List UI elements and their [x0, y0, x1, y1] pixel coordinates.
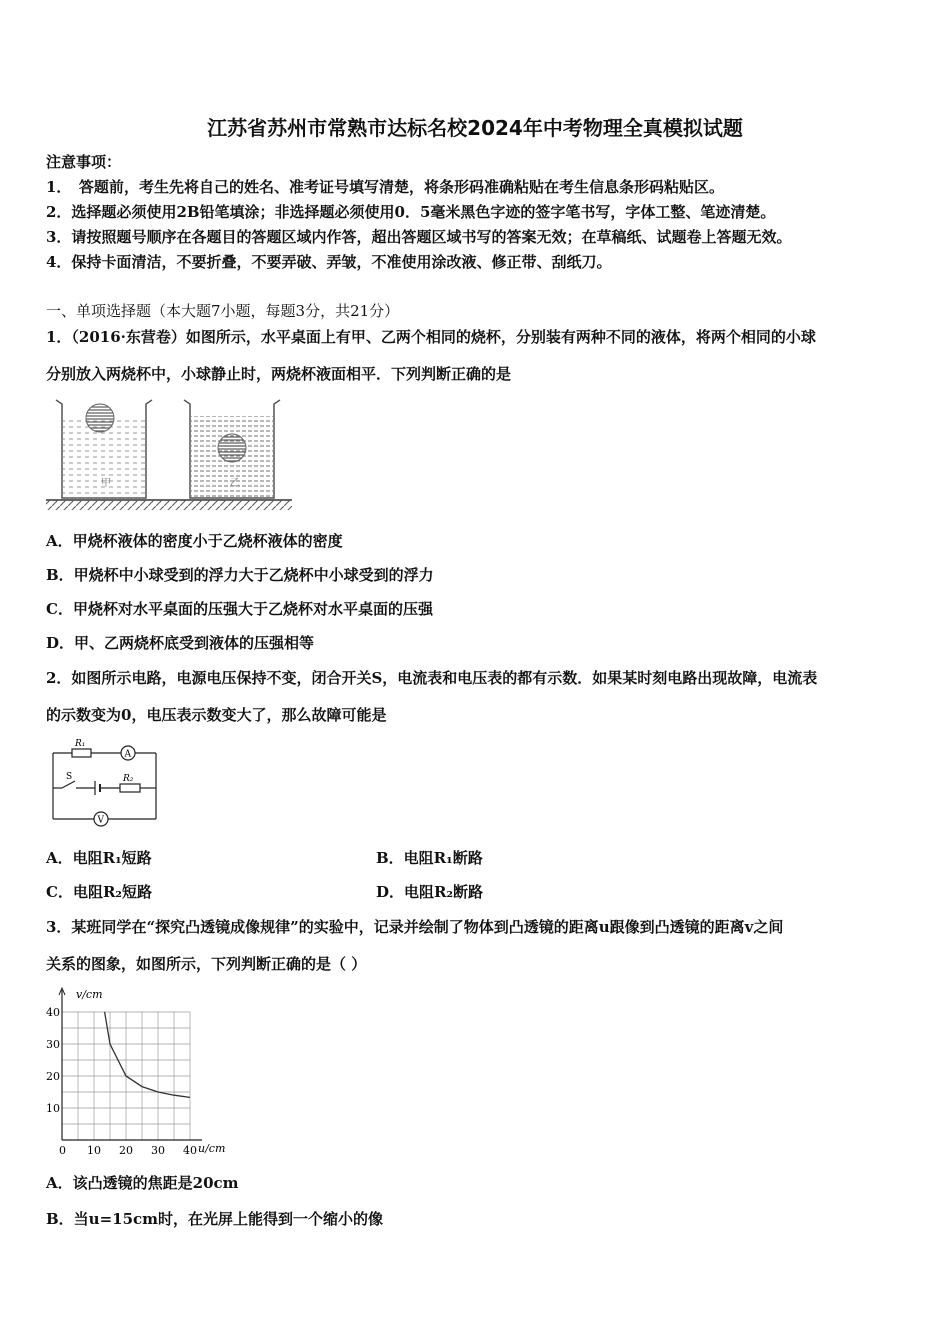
beakers-figure [44, 394, 294, 516]
beaker-jia [56, 400, 152, 498]
y-axis-label: v/cm [76, 988, 103, 1001]
x-tick-label: 10 [87, 1144, 101, 1157]
q1-option-c: C．甲烧杯对水平桌面的压强大于乙烧杯对水平桌面的压强 [46, 600, 433, 618]
notice-item: 2．选择题必须使用2B铅笔填涂；非选择题必须使用0．5毫米黑色字迹的签字笔书写，字体工整、笔迹清楚。 [46, 203, 776, 221]
x-tick-label: 20 [119, 1144, 133, 1157]
question-1-line1: 1．（2016·东营卷）如图所示，水平桌面上有甲、乙两个相同的烧杯，分别装有两种不同的液体，将两个相同的小球 [46, 328, 816, 346]
question-2-line2: 的示数变为0，电压表示数变大了，那么故障可能是 [46, 706, 387, 724]
y-tick-label: 40 [46, 1006, 60, 1019]
section-heading: 一、单项选择题（本大题7小题，每题3分，共21分） [46, 302, 400, 320]
beaker-yi-label: 乙 [230, 478, 240, 489]
question-2-line1: 2．如图所示电路，电源电压保持不变，闭合开关S，电流表和电压表的都有示数．如果某时刻电路出现故障，电流表 [46, 669, 818, 687]
q2-option-d: D．电阻R₂断路 [376, 883, 484, 901]
y-tick-label: 10 [46, 1102, 60, 1115]
q2-option-c: C．电阻R₂短路 [46, 883, 152, 901]
series-line [105, 1012, 190, 1097]
question-1-line2: 分别放入两烧杯中，小球静止时，两烧杯液面相平．下列判断正确的是 [46, 365, 512, 383]
resistor-r1 [72, 749, 91, 757]
x-axis-label: u/cm [198, 1142, 226, 1155]
resistor-r2 [120, 784, 140, 792]
chart-grid [59, 988, 202, 1140]
q1-option-b: B．甲烧杯中小球受到的浮力大于乙烧杯中小球受到的浮力 [46, 566, 434, 584]
beaker-jia-label: 甲 [101, 478, 111, 489]
q1-option-d: D．甲、乙两烧杯底受到液体的压强相等 [46, 634, 315, 652]
y-tick-label: 20 [46, 1070, 60, 1083]
r2-label: R₂ [123, 774, 134, 784]
switch-s [62, 781, 75, 788]
page-title: 江苏省苏州市常熟市达标名校2024年中考物理全真模拟试题 [207, 116, 743, 140]
x-tick-label: 30 [151, 1144, 165, 1157]
question-3-line1: 3．某班同学在“探究凸透镜成像规律”的实验中，记录并绘制了物体到凸透镜的距离u跟像到凸透镜的距离v之间 [46, 918, 784, 936]
q3-option-b: B．当u=15cm时，在光屏上能得到一个缩小的像 [46, 1210, 384, 1228]
notice-item: 1． 答题前，考生先将自己的姓名、准考证号填写清楚，将条形码准确粘贴在考生信息条形码粘贴区。 [46, 178, 724, 196]
x-tick-label: 40 [183, 1144, 197, 1157]
beaker-yi [184, 400, 280, 498]
q1-option-a: A．甲烧杯液体的密度小于乙烧杯液体的密度 [46, 532, 343, 550]
y-tick-label: 30 [46, 1038, 60, 1051]
lens-chart [40, 984, 240, 1160]
question-3-line2: 关系的图象，如图所示，下列判断正确的是（ ） [46, 955, 367, 973]
ammeter-label: A [124, 749, 131, 760]
notice-heading: 注意事项： [46, 153, 122, 171]
q3-option-a: A．该凸透镜的焦距是20cm [46, 1174, 239, 1192]
q2-option-a: A．电阻R₁短路 [46, 849, 152, 867]
notice-item: 4．保持卡面清洁，不要折叠，不要弄破、弄皱，不准使用涂改液、修正带、刮纸刀。 [46, 253, 612, 271]
r1-label: R₁ [75, 739, 86, 749]
chart-ticks [46, 1006, 197, 1157]
x-tick-label: 0 [59, 1144, 66, 1157]
switch-label: S [66, 772, 73, 782]
voltmeter-label: V [97, 815, 104, 826]
notice-item: 3．请按照题号顺序在各题目的答题区域内作答，超出答题区域书写的答案无效；在草稿纸、试题卷上答题无效。 [46, 228, 792, 246]
circuit-figure [48, 736, 164, 830]
q2-option-b: B．电阻R₁断路 [376, 849, 483, 867]
